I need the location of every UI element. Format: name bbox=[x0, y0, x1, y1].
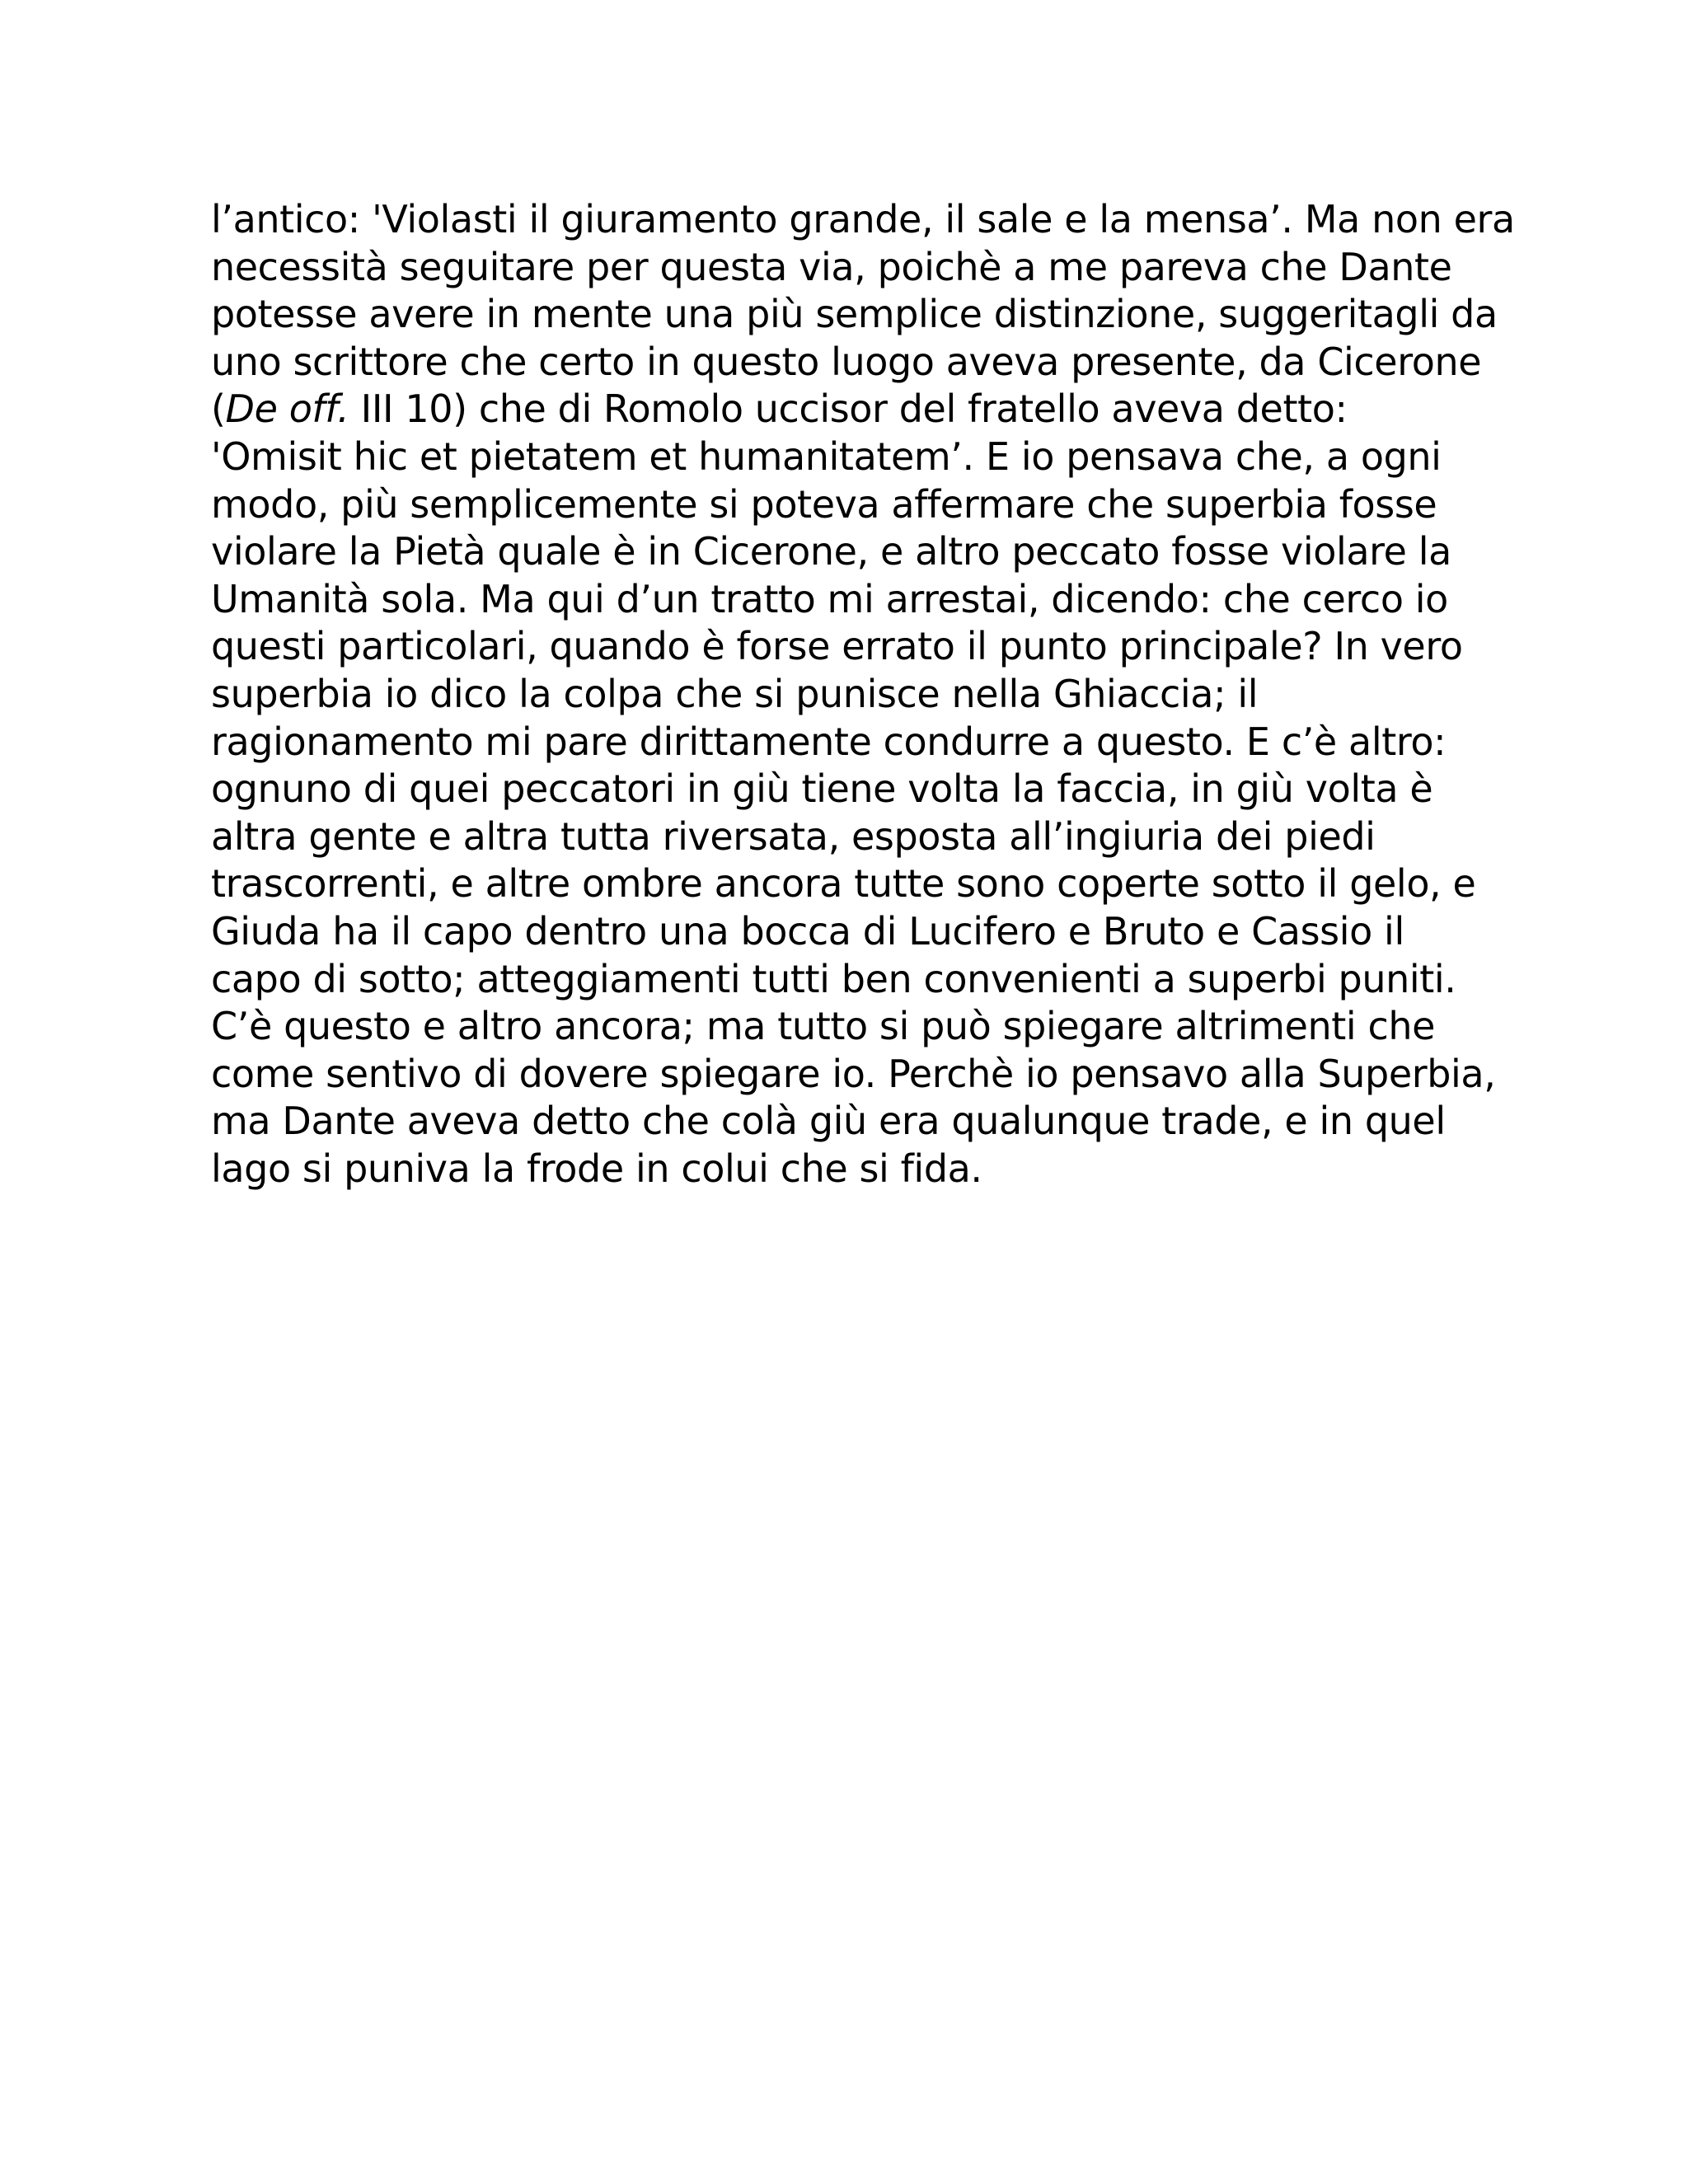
text-line-16: Giuda ha il capo dentro una bocca di Lucifero e Bruto e Cassio il bbox=[211, 908, 1404, 954]
text-line-11: superbia io dico la colpa che si punisce nella Ghiaccia; il bbox=[211, 671, 1259, 716]
text-line-10: questi particolari, quando è forse errato il punto principale? In vero bbox=[211, 624, 1463, 669]
text-line-2: necessità seguitare per questa via, poichè a me pareva che Dante bbox=[211, 244, 1452, 289]
text-line-6: 'Omisit hic et pietatem et humanitatem’. E io pensava che, a ogni bbox=[211, 434, 1442, 479]
citation-title: De off. bbox=[225, 387, 349, 432]
text-line-1: l’antico: 'Violasti il giuramento grande, il sale e la mensa’. Ma non era bbox=[211, 197, 1515, 241]
body-text bbox=[211, 196, 1515, 1193]
text-line-20: ma Dante aveva detto che colà giù era qualunque trade, e in quel bbox=[211, 1099, 1446, 1144]
text-line-17: capo di sotto; atteggiamenti tutti ben convenienti a superbi puniti. bbox=[211, 956, 1456, 1001]
text-line-14: altra gente e altra tutta riversata, esposta all’ingiuria dei piedi bbox=[211, 813, 1376, 859]
text-line-8: violare la Pietà quale è in Cicerone, e altro peccato fosse violare la bbox=[211, 529, 1451, 574]
text-line-21: lago si puniva la frode in colui che si fida. bbox=[211, 1146, 982, 1191]
citation-open-paren: ( bbox=[211, 387, 226, 432]
text-line-19: come sentivo di dovere spiegare io. Perchè io pensavo alla Superbia, bbox=[211, 1051, 1496, 1096]
citation-rest: III 10) che di Romolo uccisor del fratello aveva detto: bbox=[349, 387, 1348, 432]
text-line-12: ragionamento mi pare dirittamente condurre a questo. E c’è altro: bbox=[211, 719, 1447, 764]
text-line-13: ognuno di quei peccatori in giù tiene volta la faccia, in giù volta è bbox=[211, 766, 1433, 812]
text-line-18: C’è questo e altro ancora; ma tutto si può spiegare altrimenti che bbox=[211, 1004, 1436, 1049]
text-line-3: potesse avere in mente una più semplice distinzione, suggeritagli da bbox=[211, 292, 1498, 337]
text-line-15: trascorrenti, e altre ombre ancora tutte sono coperte sotto il gelo, e bbox=[211, 861, 1476, 907]
text-line-4: uno scrittore che certo in questo luogo aveva presente, da Cicerone bbox=[211, 339, 1482, 384]
text-line-7: modo, più semplicemente si poteva affermare che superbia fosse bbox=[211, 481, 1437, 527]
text-line-5 bbox=[211, 386, 1497, 434]
text-line-9: Umanità sola. Ma qui d’un tratto mi arrestai, dicendo: che cerco io bbox=[211, 576, 1448, 621]
